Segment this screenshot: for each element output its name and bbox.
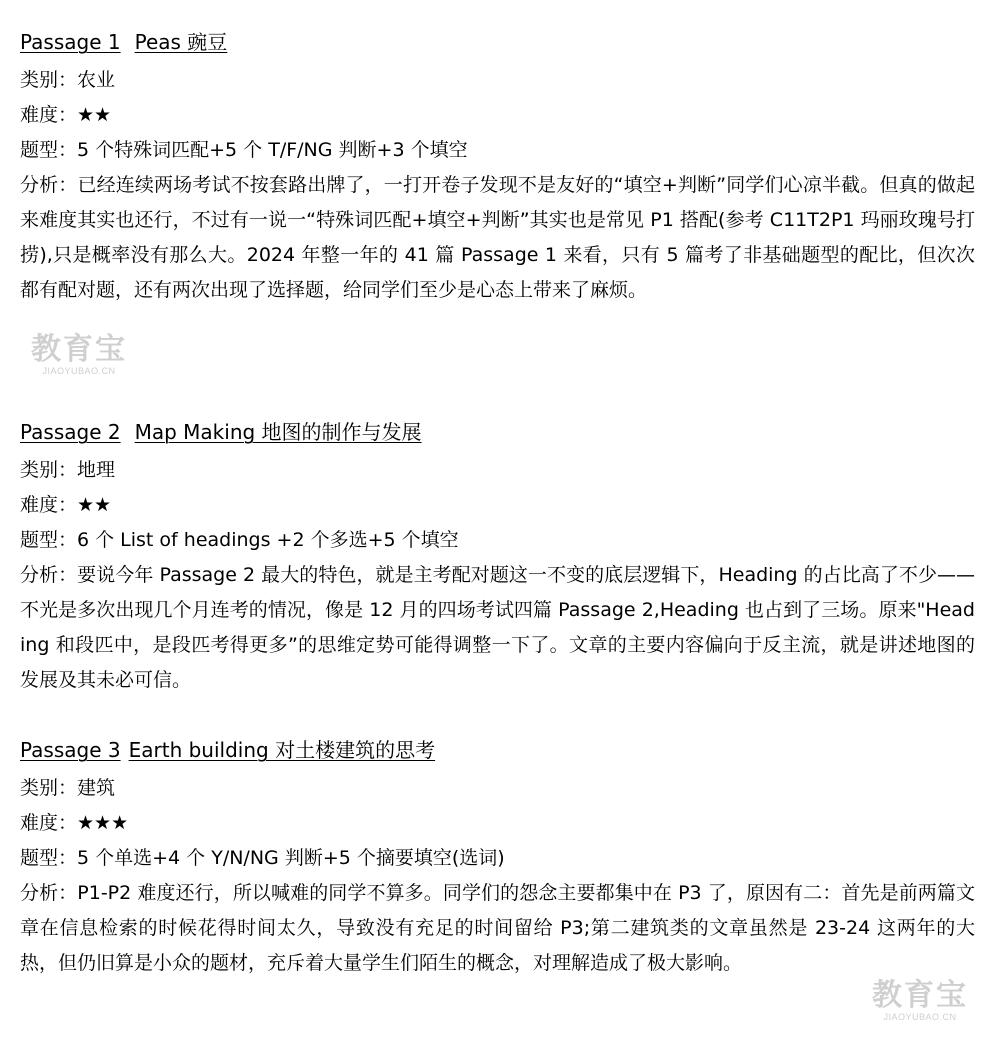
passage-1-difficulty [20, 98, 975, 133]
watermark-logo [860, 980, 980, 1022]
difficulty-label: 难度： [20, 104, 78, 126]
passage-2-number: Passage 2 [20, 420, 121, 444]
passage-3-analysis: 分析：P1-P2 难度还行，所以喊难的同学不算多。同学们的怨念主要都集中在 P3 了，原因有二：首先是前两篇文章在信息检索的时候花得时间太久，导致没有充足的时间留给 P3;第二建筑类的文章虽然是 23-24 这两年的大热，但仍旧算是小众的题材，充斥着大量学生们陌生的概念，对理解造成了极大影响。 [20, 882, 975, 974]
difficulty-label: 难度： [20, 494, 78, 516]
passage-3-title [20, 736, 435, 764]
star-rating-icon: ★★★ [77, 812, 129, 834]
watermark-logo-text: 教育宝 [872, 979, 968, 1012]
passage-2-category: 类别：地理 [20, 459, 116, 481]
passage-1-question-types: 题型：5 个特殊词匹配+5 个 T/F/NG 判断+3 个填空 [20, 139, 468, 161]
watermark-url: JIAOYUBAO.CN [42, 366, 116, 376]
passage-1-title [20, 28, 227, 56]
passage-1-number: Passage 1 [20, 30, 121, 54]
watermark-url: JIAOYUBAO.CN [883, 1012, 957, 1022]
passage-1-category: 类别：农业 [20, 69, 116, 91]
watermark-logo-text: 教育宝 [31, 333, 127, 366]
star-rating-icon: ★★ [77, 104, 112, 126]
passage-3-question-types: 题型：5 个单选+4 个 Y/N/NG 判断+5 个摘要填空(选词) [20, 847, 505, 869]
passage-2-difficulty [20, 488, 975, 523]
passage-2-topic: Map Making 地图的制作与发展 [134, 420, 422, 444]
passage-3-number: Passage 3 [20, 738, 121, 762]
passage-2-section [20, 418, 975, 698]
watermark-logo [20, 334, 138, 376]
difficulty-label: 难度： [20, 812, 78, 834]
passage-3-topic: Earth building 对土楼建筑的思考 [128, 738, 436, 762]
passage-2-question-types: 题型：6 个 List of headings +2 个多选+5 个填空 [20, 529, 459, 551]
passage-3-difficulty [20, 806, 975, 841]
passage-2-title [20, 418, 422, 446]
passage-2-analysis: 分析：要说今年 Passage 2 最大的特色，就是主考配对题这一不变的底层逻辑下，Heading 的占比高了不少——不光是多次出现几个月连考的情况，像是 12 月的四场考试四篇 Passage 2,Heading 也占到了三场。原来"Heading 和段匹中，是段匹考得更多”的思维定势可能得调整一下了。文章的主要内容偏向于反主流，就是讲述地图的发展及其未必可信。 [20, 564, 975, 691]
passage-1-analysis: 分析：已经连续两场考试不按套路出牌了，一打开卷子发现不是友好的“填空+判断”同学们心凉半截。但真的做起来难度其实也还行，不过有一说一“特殊词匹配+填空+判断”其实也是常见 P1 搭配(参考 C11T2P1 玛丽玫瑰号打捞),只是概率没有那么大。2024 年整一年的 41 篇 Passage 1 来看，只有 5 篇考了非基础题型的配比，但次次都有配对题，还有两次出现了选择题，给同学们至少是心态上带来了麻烦。 [20, 174, 975, 301]
star-rating-icon: ★★ [77, 494, 112, 516]
passage-3-category: 类别：建筑 [20, 777, 116, 799]
passage-1-section [20, 28, 975, 308]
passage-1-topic: Peas 豌豆 [134, 30, 228, 54]
passage-3-section [20, 736, 975, 981]
